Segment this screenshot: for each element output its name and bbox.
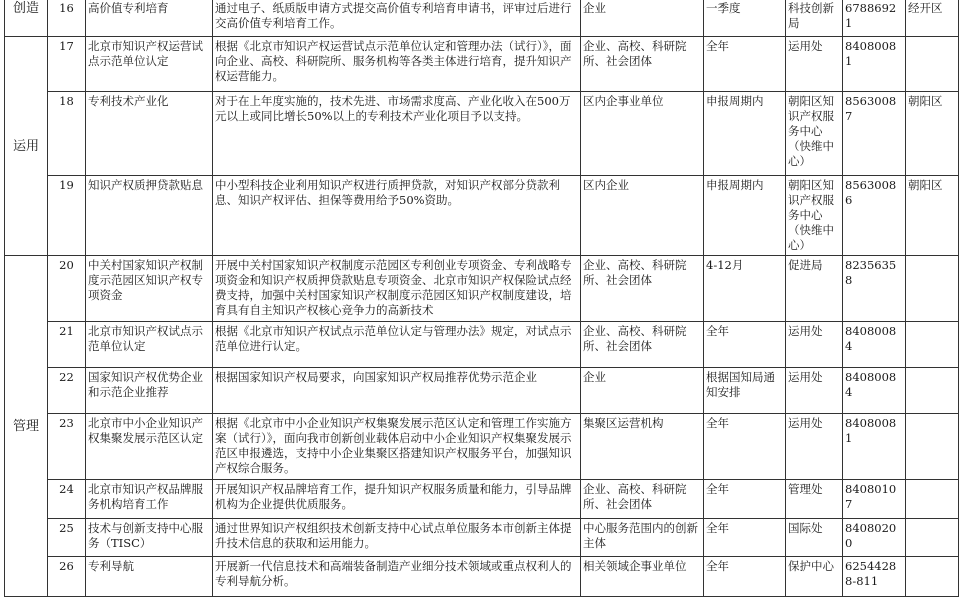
table-row bbox=[5, 480, 959, 519]
item-content: 开展知识产权品牌培育工作，提升知识产权服务质量和能力，引导品牌机构为企业提供优质服务。 bbox=[213, 480, 581, 519]
item-time: 全年 bbox=[704, 519, 786, 557]
item-time: 全年 bbox=[704, 414, 786, 480]
item-content: 根据《北京市知识产权试点示范单位认定与管理办法》规定，对试点示范单位进行认定。 bbox=[213, 322, 581, 368]
policy-table bbox=[4, 0, 959, 597]
table-row bbox=[5, 368, 959, 414]
row-number: 21 bbox=[48, 322, 86, 368]
table-row bbox=[5, 519, 959, 557]
row-number: 25 bbox=[48, 519, 86, 557]
item-content: 开展中关村国家知识产权制度示范园区专利创业专项资金、专利战略专项资金和知识产权质押贷款贴息专项资金、北京市知识产权保险试点经费支持，加强中关村国家知识产权制度示范园区知识产权制度建设，培育具有自主知识产权核心竞争力的高新技术 bbox=[213, 256, 581, 322]
item-dept: 国际处 bbox=[786, 519, 843, 557]
item-phone: 62544288-811 bbox=[843, 557, 906, 597]
item-target: 相关领域企事业单位 bbox=[581, 557, 704, 597]
item-target: 集聚区运营机构 bbox=[581, 414, 704, 480]
item-target: 企业、高校、科研院所、社会团体 bbox=[581, 37, 704, 92]
category-cell: 创造 bbox=[5, 0, 48, 37]
item-content: 对于在上年度实施的，技术先进、市场需求度高、产业化收入在500万元以上或同比增长50%以上的专利技术产业化项目予以支持。 bbox=[213, 92, 581, 176]
table-row bbox=[5, 0, 959, 37]
table-row bbox=[5, 37, 959, 92]
item-time: 全年 bbox=[704, 557, 786, 597]
item-content: 开展新一代信息技术和高端装备制造产业细分技术领域或重点权利人的专利导航分析。 bbox=[213, 557, 581, 597]
item-district bbox=[906, 414, 959, 480]
item-content: 通过世界知识产权组织技术创新支持中心试点单位服务本市创新主体提升技术信息的获取和运用能力。 bbox=[213, 519, 581, 557]
row-number: 23 bbox=[48, 414, 86, 480]
item-time: 全年 bbox=[704, 322, 786, 368]
item-district bbox=[906, 322, 959, 368]
item-district: 朝阳区 bbox=[906, 176, 959, 256]
item-phone: 82356358 bbox=[843, 256, 906, 322]
table-row bbox=[5, 256, 959, 322]
row-number: 19 bbox=[48, 176, 86, 256]
item-phone: 84080081 bbox=[843, 414, 906, 480]
item-target: 企业、高校、科研院所、社会团体 bbox=[581, 322, 704, 368]
item-dept: 运用处 bbox=[786, 322, 843, 368]
item-time: 申报周期内 bbox=[704, 176, 786, 256]
item-dept: 科技创新局 bbox=[786, 0, 843, 37]
item-dept: 朝阳区知识产权服务中心（快维中心） bbox=[786, 92, 843, 176]
item-time: 全年 bbox=[704, 37, 786, 92]
item-time: 根据国知局通知安排 bbox=[704, 368, 786, 414]
row-number: 22 bbox=[48, 368, 86, 414]
table-row bbox=[5, 414, 959, 480]
item-name: 中关村国家知识产权制度示范园区知识产权专项资金 bbox=[86, 256, 213, 322]
item-district bbox=[906, 557, 959, 597]
table-row bbox=[5, 176, 959, 256]
item-phone: 84080200 bbox=[843, 519, 906, 557]
item-phone: 84080084 bbox=[843, 368, 906, 414]
item-name: 专利导航 bbox=[86, 557, 213, 597]
item-phone: 67886921 bbox=[843, 0, 906, 37]
item-name: 北京市中小企业知识产权集聚发展示范区认定 bbox=[86, 414, 213, 480]
row-number: 24 bbox=[48, 480, 86, 519]
item-time: 申报周期内 bbox=[704, 92, 786, 176]
item-dept: 促进局 bbox=[786, 256, 843, 322]
item-district bbox=[906, 368, 959, 414]
category-cell: 运用 bbox=[5, 37, 48, 256]
item-dept: 运用处 bbox=[786, 37, 843, 92]
item-target: 企业、高校、科研院所、社会团体 bbox=[581, 256, 704, 322]
item-dept: 运用处 bbox=[786, 368, 843, 414]
item-phone: 85630086 bbox=[843, 176, 906, 256]
item-time: 4-12月 bbox=[704, 256, 786, 322]
item-phone: 85630087 bbox=[843, 92, 906, 176]
item-time: 全年 bbox=[704, 480, 786, 519]
item-name: 北京市知识产权品牌服务机构培育工作 bbox=[86, 480, 213, 519]
item-district: 朝阳区 bbox=[906, 92, 959, 176]
category-cell: 管理 bbox=[5, 256, 48, 597]
table-row bbox=[5, 557, 959, 597]
item-target: 企业、高校、科研院所、社会团体 bbox=[581, 480, 704, 519]
table-row bbox=[5, 322, 959, 368]
item-content: 通过电子、纸质版申请方式提交高价值专利培育申请书，评审过后进行交高价值专利培育工作。 bbox=[213, 0, 581, 37]
item-district bbox=[906, 519, 959, 557]
item-dept: 管理处 bbox=[786, 480, 843, 519]
item-district: 经开区 bbox=[906, 0, 959, 37]
item-target: 企业 bbox=[581, 368, 704, 414]
item-target: 中心服务范围内的创新主体 bbox=[581, 519, 704, 557]
item-district bbox=[906, 37, 959, 92]
row-number: 16 bbox=[48, 0, 86, 37]
item-content: 根据国家知识产权局要求，向国家知识产权局推荐优势示范企业 bbox=[213, 368, 581, 414]
row-number: 17 bbox=[48, 37, 86, 92]
item-name: 高价值专利培育 bbox=[86, 0, 213, 37]
table-row bbox=[5, 92, 959, 176]
item-district bbox=[906, 480, 959, 519]
row-number: 20 bbox=[48, 256, 86, 322]
row-number: 26 bbox=[48, 557, 86, 597]
item-target: 区内企事业单位 bbox=[581, 92, 704, 176]
item-name: 北京市知识产权试点示范单位认定 bbox=[86, 322, 213, 368]
item-name: 技术与创新支持中心服务（TISC） bbox=[86, 519, 213, 557]
item-phone: 84080084 bbox=[843, 322, 906, 368]
item-phone: 84080107 bbox=[843, 480, 906, 519]
item-district bbox=[906, 256, 959, 322]
item-content: 根据《北京市中小企业知识产权集聚发展示范区认定和管理工作实施方案（试行）》，面向我市创新创业载体启动中小企业知识产权集聚发展示范区申报遴选，支持中小企业集聚区搭建知识产权服务平台，加强知识产权综合服务。 bbox=[213, 414, 581, 480]
item-time: 一季度 bbox=[704, 0, 786, 37]
item-target: 企业 bbox=[581, 0, 704, 37]
item-name: 知识产权质押贷款贴息 bbox=[86, 176, 213, 256]
item-target: 区内企业 bbox=[581, 176, 704, 256]
item-dept: 运用处 bbox=[786, 414, 843, 480]
row-number: 18 bbox=[48, 92, 86, 176]
item-name: 专利技术产业化 bbox=[86, 92, 213, 176]
item-content: 中小型科技企业利用知识产权进行质押贷款，对知识产权部分贷款利息、知识产权评估、担保等费用给予50%资助。 bbox=[213, 176, 581, 256]
item-content: 根据《北京市知识产权运营试点示范单位认定和管理办法（试行）》，面向企业、高校、科研院所、服务机构等各类主体进行培育，提升知识产权运营能力。 bbox=[213, 37, 581, 92]
item-name: 北京市知识产权运营试点示范单位认定 bbox=[86, 37, 213, 92]
item-dept: 保护中心 bbox=[786, 557, 843, 597]
item-phone: 84080081 bbox=[843, 37, 906, 92]
item-dept: 朝阳区知识产权服务中心（快维中心） bbox=[786, 176, 843, 256]
item-name: 国家知识产权优势企业和示范企业推荐 bbox=[86, 368, 213, 414]
